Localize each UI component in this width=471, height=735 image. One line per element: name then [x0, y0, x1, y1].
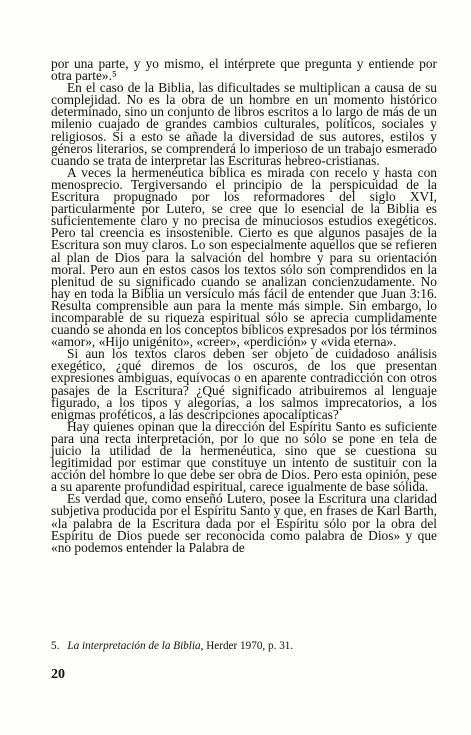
body-text: [51, 58, 437, 554]
paragraph-5: Hay quienes opinan que la dirección del Espíritu Santo es suficiente para una recta interpretación, por lo que no sólo se pone en tela de juicio la utilidad de la hermenéutica, sino que se cuestiona su legitimidad por estimar que constituye un intento de sustituir con la acción del hombre lo que debe ser obra de Dios. Pero esta opinión, pese a su aparente profundidad espiritual, carece igualmente de base sólida.: [51, 418, 437, 495]
footnote-number: 5.: [51, 640, 60, 652]
footnote-title: La interpretación de la Biblia,: [67, 640, 204, 652]
paragraph-1: por una parte, y yo mismo, el intérprete que pregunta y entiende por otra parte».⁵: [51, 56, 437, 84]
paragraph-2: En el caso de la Biblia, las dificultades se multiplican a causa de su complejidad. No es la obra de un hombre en un momento histórico determinado, sino un conjunto de libros escritos a lo largo de más de un milenio cuajado de grandes cambios culturales, políticos, sociales y religiosos. Si a esto se añade la diversidad de sus autores, estilos y géneros literarios, se comprenderá lo imperioso de un trabajo esmerado cuando se trata de interpretar las Escrituras hebreo-cristianas.: [51, 80, 437, 168]
paragraph-4: Si aun los textos claros deben ser objeto de cuidadoso análisis exegético, ¿qué diremos de los oscuros, de los que presentan expresiones ambiguas, equívocas o en aparente contradicción con otros pasajes de la Escritura? ¿Qué significado atribuiremos al lenguaje figurado, a los tipos y alegorías, a los salmos imprecatorios, a los enigmas proféticos, a las descripciones apocalípticas?: [51, 346, 437, 422]
paragraph-6: Es verdad que, como enseñó Lutero, posee la Escritura una claridad subjetiva producida por el Espíritu Santo y que, en frases de Karl Barth, «la palabra de la Escritura dada por el Espíritu sólo por la obra del Espíritu de Dios puede ser reconocida como palabra de Dios» y que «no podemos entender la Palabra de: [51, 491, 437, 555]
page-number: 20: [51, 667, 65, 682]
paragraph-3: A veces la hermenéutica bíblica es mirada con recelo y hasta con menosprecio. Tergiversando el principio de la perspicuidad de la Escritura propugnado por los reformadores del siglo XVI, particularmente por Lutero, se cree que lo esencial de la Biblia es suficientemente claro y no precisa de minuciosos estudios exegéticos. Pero tal creencia es insostenible. Cierto es que algunos pasajes de la Escritura son muy claros. Lo son especialmente aquellos que se refieren al plan de Dios para la salvación del hombre y para su orientación moral. Pero aun en estos casos los textos sólo son comprendidos en la plenitud de su significado cuando se analizan concienzudamente. No hay en toda la Biblia un versículo más fácil de entender que Juan 3:16. Resulta comprensible aun para la mente más simple. Sin embargo, lo incomparable de su riqueza espiritual sólo se aprecia cumplidamente cuando se ahonda en los conceptos bíblicos expresados por los términos «amor», «Hijo unigénito», «creer», «perdición» y «vida eterna».: [51, 164, 438, 350]
footnote-citation: Herder 1970, p. 31.: [206, 640, 294, 652]
footnote: [51, 640, 437, 653]
